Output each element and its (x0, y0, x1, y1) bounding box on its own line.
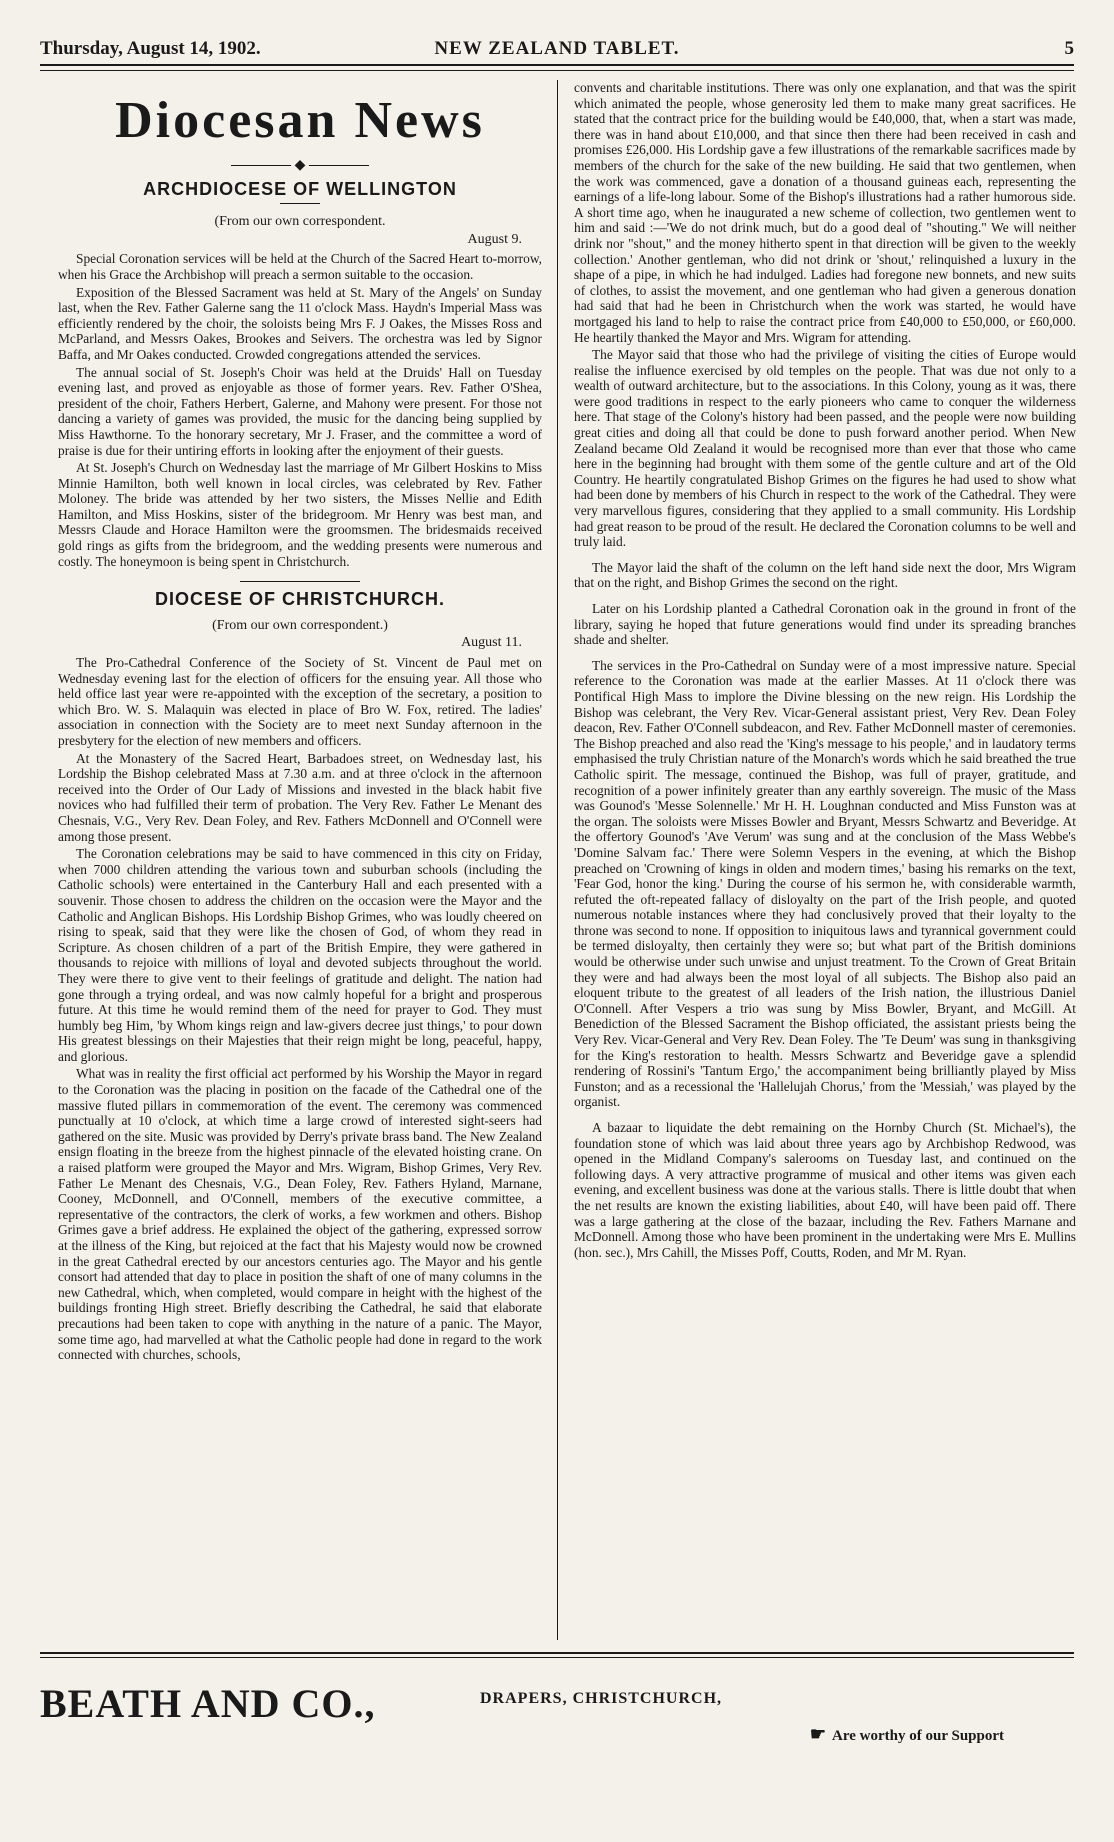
christchurch-dateline: August 11. (461, 635, 522, 651)
divider (280, 203, 320, 204)
issue-date: Thursday, August 14, 1902. (40, 38, 261, 59)
christchurch-paragraph: The Mayor laid the shaft of the column on the left hand side next the door, Mrs Wigram that on the right, and Bishop Grimes the second on the right. (574, 559, 1076, 591)
christchurch-paragraph: The Mayor said that those who had the privilege of visiting the cities of Europe would realise the influence exercised by old temples on the people. That was due not only to a wealth of outward architecture, but to the associations. In this Colony, young as it was, there were good traditions in respect to the early pioneers who came to conquer the wilderness here. That stage of the Colony's history had been passed, and the people were now building great cities and doing all that could be done to push forward another period. When New Zealand became Old Zealand it would be recognised more than ever that those who came here in the beginning had brought with them some of the gentle culture and art of the Old Country. He heartily congratulated Bishop Grimes on the figures he had used to show what had been done by members of his Church in respect to the work of the Cathedral. They were very marvellous figures, considering that they applied to a small community. His Lordship had great reason to be proud of the result. He declared the Coronation columns to be well and truly laid. (574, 347, 1076, 550)
wellington-byline: (From our own correspondent. (214, 214, 386, 230)
advertisement (40, 1680, 1074, 1760)
header-rule (40, 70, 1074, 71)
wellington-paragraph: The annual social of St. Joseph's Choir was held at the Druids' Hall on Tuesday evening last, and proved as enjoyable as those of former years. Rev. Father O'Shea, president of the choir, Fathers Herbert, Galerne, and Mahony were present. For those not dancing a variety of games was provided, the music for the dancing being supplied by Miss Hawthorne. To the honorary secretary, Mr J. Fraser, and the committee a word of praise is due for their untiring efforts in looking after the enjoyment of their guests. (58, 364, 542, 458)
wellington-paragraph: Special Coronation services will be held at the Church of the Sacred Heart to-morrow, when his Grace the Archbishop will preach a sermon suitable to the occasion. (58, 251, 542, 282)
christchurch-paragraph: What was in reality the first official act performed by his Worship the Mayor in regard to the Coronation was the placing in position on the facade of the Cathedral one of the massive fluted pillars in commemoration of the event. The ceremony was commenced punctually at 10 o'clock, at which time a large crowd of interested sight-seers had gathered on the site. Music was provided by Derry's private brass band. The New Zealand ensign floating in the breeze from the highest pinnacle of the elevated hoisting crane. On a raised platform were grouped the Mayor and Mrs. Wigram, Bishop Grimes, Very Rev. Father Le Menant des Chesnais, V.G., Dean Foley, Rev. Fathers Hyland, Marnane, Cooney, McDonnell, and O'Connell, members of the executive committee, a representative of the contractors, the clerk of works, a few workmen and others. Bishop Grimes gave a brief address. He explained the object of the gathering, expressed sorrow at the illness of the King, but rejoiced at the fact that his Majesty would now be crowned in the great Cathedral erected by our ancestors centuries ago. The Mayor and his gentle consort had attended that day to place in position the shaft of one of many columns in the new Cathedral, which, when completed, would compare in height with the highest of the buildings fronting High street. Briefly describing the Cathedral, he said that elaborate precautions had been taken to cope with anything in the nature of a panic. The Mayor, some time ago, had marvelled at what the Catholic people had done in regard to the work connected with churches, schools, (58, 1066, 542, 1363)
wellington-dateline: August 9. (467, 231, 522, 247)
column-divider (557, 80, 558, 1640)
footer-rule (40, 1657, 1074, 1658)
christchurch-paragraph: convents and charitable institutions. There was only one explanation, and that was the spirit which animated the people, whose generosity led them to make many great sacrifices. He stated that the contract price for the building would be £40,000, that, when a start was made, there was in hand about £10,000, and that since then there had been received in cash and promises £26,000. His Lordship gave a few illustrations of the remarkable sacrifices made by members of the church for the sake of the new building. He said that two gentlemen, when the work was commenced, gave a donation of a thousand guineas each, representing the earnings of a life-long labour. Some of the Bishop's illustrations had a rather humorous side. A short time ago, when he inaugurated a new scheme of collection, two gentlemen went to him and said :—'We do not drink much, but do a good deal of "shouting." We will neither drink nor "shout," and the money hitherto spent in that direction will be given to the weekly collection.' Another gentleman, who did not drink or 'shout,' relinquished a luxury in the shape of a pipe, in which he had indulged. Ladies had foregone new bonnets, and new suits of clothes, to assist the movement, and one gentleman who had given a generous donation had said that had he been in Christchurch when the work was started, he would have mortgaged his land to help to raise the contract price from £40,000 to £50,000, or £60,000. He heartily thanked the Mayor and Mrs. Wigram for attending. (574, 80, 1076, 345)
section-masthead: Diocesan News (115, 92, 485, 149)
advertiser-trade: DRAPERS, CHRISTCHURCH, (480, 1690, 723, 1707)
advertiser-name: BEATH AND CO., (40, 1681, 376, 1726)
divider (240, 581, 360, 582)
running-head (40, 38, 1074, 66)
christchurch-byline: (From our own correspondent.) (212, 617, 388, 633)
advert-tagline-text: Are worthy of our Support (832, 1728, 1004, 1744)
christchurch-paragraph: Later on his Lordship planted a Cathedral Coronation oak in the ground in front of the library, saying he hoped that future generations would find under its spreading branches shade and shelter. (574, 601, 1076, 648)
wellington-heading: ARCHDIOCESE OF WELLINGTON (143, 178, 457, 199)
right-column (574, 80, 1076, 1640)
christchurch-paragraph: The Coronation celebrations may be said to have commenced in this city on Friday, when 7000 children attending the various town and suburban schools (including the Catholic schools) were entertained in the Canterbury Hall and each presented with a souvenir. Those chosen to address the children on the occasion were the Mayor and the Catholic and Anglican Bishops. His Lordship Bishop Grimes, who was loudly cheered on rising to speak, said that they were like the chosen of God, of whom they read in Scripture. As chosen children of a part of the British Empire, they were gathered in thousands to rejoice with millions of loyal and devoted subjects throughout the world. They were there to give vent to their feelings of gratitude and delight. The nation had gone through a trying ordeal, and was now calmly hopeful for a bright and prosperous future. At this time he would remind them of the need for prayer to God. They must humbly beg Him, 'by Whom kings reign and law-givers decree just things,' to pour down His greatest blessings on their Majesties that their reign might be long, peaceful, happy, and glorious. (58, 846, 542, 1064)
publication-title: NEW ZEALAND TABLET. (434, 38, 680, 59)
left-column (58, 80, 542, 1640)
wellington-paragraph: At St. Joseph's Church on Wednesday last the marriage of Mr Gilbert Hoskins to Miss Minnie Hamilton, both well known in local circles, was celebrated by Rev. Father Moloney. The bride was attended by her two sisters, the Misses Nellie and Edith Hamilton, and Miss Hoskins, sister of the bridegroom. Mr Henry was best man, and Messrs Claude and Horace Hamilton were the groomsmen. The bridesmaids received gold rings as gifts from the bridegroom, and the wedding presents were numerous and costly. The honeymoon is being spent in Christchurch. (58, 460, 542, 569)
christchurch-paragraph: A bazaar to liquidate the debt remaining on the Hornby Church (St. Michael's), the foundation stone of which was laid about three years ago by Archbishop Redwood, was opened in the Midland Company's salerooms on Tuesday last, and continued on the following days. A very attractive programme of musical and other items was given each evening, and excellent business was done at the various stalls. There is little doubt that when the net results are known the existing liabilities, about £40, will have been paid off. There was a large gathering at the close of the bazaar, including the Rev. Fathers Marnane and McDonnell. Among those who have been prominent in the undertaking were Mrs E. Mullins (hon. sec.), Mrs Cahill, the Misses Poff, Coutts, Roden, and Mr M. Ryan. (574, 1120, 1076, 1260)
christchurch-paragraph: At the Monastery of the Sacred Heart, Barbadoes street, on Wednesday last, his Lordship the Bishop celebrated Mass at 7.30 a.m. and at three o'clock in the afternoon received into the Order of Our Lady of Missions and invested in the black habit five novices who had fulfilled their term of probation. The Very Rev. Father Le Menant des Chesnais, V.G., Very Rev. Dean Foley, and Rev. Fathers McDonnell and O'Connell were among those present. (58, 750, 542, 844)
wellington-paragraph: Exposition of the Blessed Sacrament was held at St. Mary of the Angels' on Sunday last, when the Rev. Father Galerne sang the 11 o'clock Mass. Haydn's Imperial Mass was efficiently rendered by the choir, the soloists being Mrs F. J Oakes, the Misses Ross and McParland, and Messrs Oakes, Brookes and Seivers. The orchestra was led by Signor Baffa, and Mr Oakes conducted. Crowded congregations attended the services. (58, 284, 542, 362)
pointing-hand-icon: ☛ (809, 1724, 827, 1744)
page-number: 5 (1064, 38, 1074, 59)
advert-tagline (810, 1724, 1004, 1745)
footer-rule (40, 1652, 1074, 1654)
christchurch-paragraph: The services in the Pro-Cathedral on Sunday were of a most impressive nature. Special reference to the Coronation was made at the earlier Masses. At 11 o'clock there was Pontifical High Mass to implore the Divine blessing on the new reign. His Lordship the Bishop was celebrant, the Very Rev. Vicar-General assistant priest, Very Rev. Dean Foley deacon, Rev. Father O'Connell subdeacon, and Rev. Father McDonnell master of ceremonies. The Bishop preached and also read the 'King's message to his people,' and in laudatory terms emphasised the truly Christian nature of the Monarch's words which he said breathed the true Catholic spirit. The message, continued the Bishop, was full of prayer, gratitude, and recognition of a power infinitely greater than any earthly sovereign. The music of the Mass was Gounod's 'Messe Solennelle.' Mr H. H. Loughnan conducted and Miss Funston was at the organ. The soloists were Misses Bowler and Bryant, Messrs Schwartz and Beveridge. At the offertory Gounod's 'Ave Verum' was sung and at the conclusion of the Mass Webbe's 'Domine Salvam fac.' There were Solemn Vespers in the evening, at which the Bishop preached on 'Crowning of kings in olden and modern times,' basing his remarks on the text, 'Fear God, honor the king.' During the course of his sermon he, with considerable warmth, refuted the oft-repeated fallacy of disloyalty on the part of the Irish people, and quoted numerous notable instances where they had conclusively proved that their loyalty to the throne was second to none. If opposition to iniquitous laws and tyrannical government could be termed disloyalty, then certainly they were so; but what part of the British dominions would be otherwise under such unwise and unjust treatment. To the Crown of Great Britain they were and had always been the most loyal of all subjects. The Bishop also paid an eloquent tribute to the greatest of all leaders of the Irish nation, the illustrious Daniel O'Connell. After Vespers a trio was sung by Miss Bowler, Bryant, and McGill. At Benediction of the Blessed Sacrament the Bishop officiated, the assistant priests being the Very Rev. Vicar-General and Very Rev. Dean Foley. The 'Te Deum' was sung in thanksgiving for the King's restoration to health. Messrs Schwartz and Beveridge gave a splendid rendering of Rossini's 'Tantum Ergo,' the accompaniment being brilliantly played by Miss Funston; and as a recessional the 'Hallelujah Chorus,' from the 'Messiah,' was played by the organist. (574, 657, 1076, 1110)
diamond-ornament-icon: ◆ (58, 158, 542, 174)
christchurch-paragraph: The Pro-Cathedral Conference of the Society of St. Vincent de Paul met on Wednesday evening last for the election of officers for the ensuing year. All those who held office last year were re-appointed with the exception of the secretary, a position to which Bro. W. S. Malaquin was elected in place of Bro W. Fox, retired. The ladies' association in connection with the Society are to meet next Sunday afternoon in the presbytery for the election of new members and officers. (58, 655, 542, 748)
christchurch-heading: DIOCESE OF CHRISTCHURCH. (154, 589, 445, 610)
